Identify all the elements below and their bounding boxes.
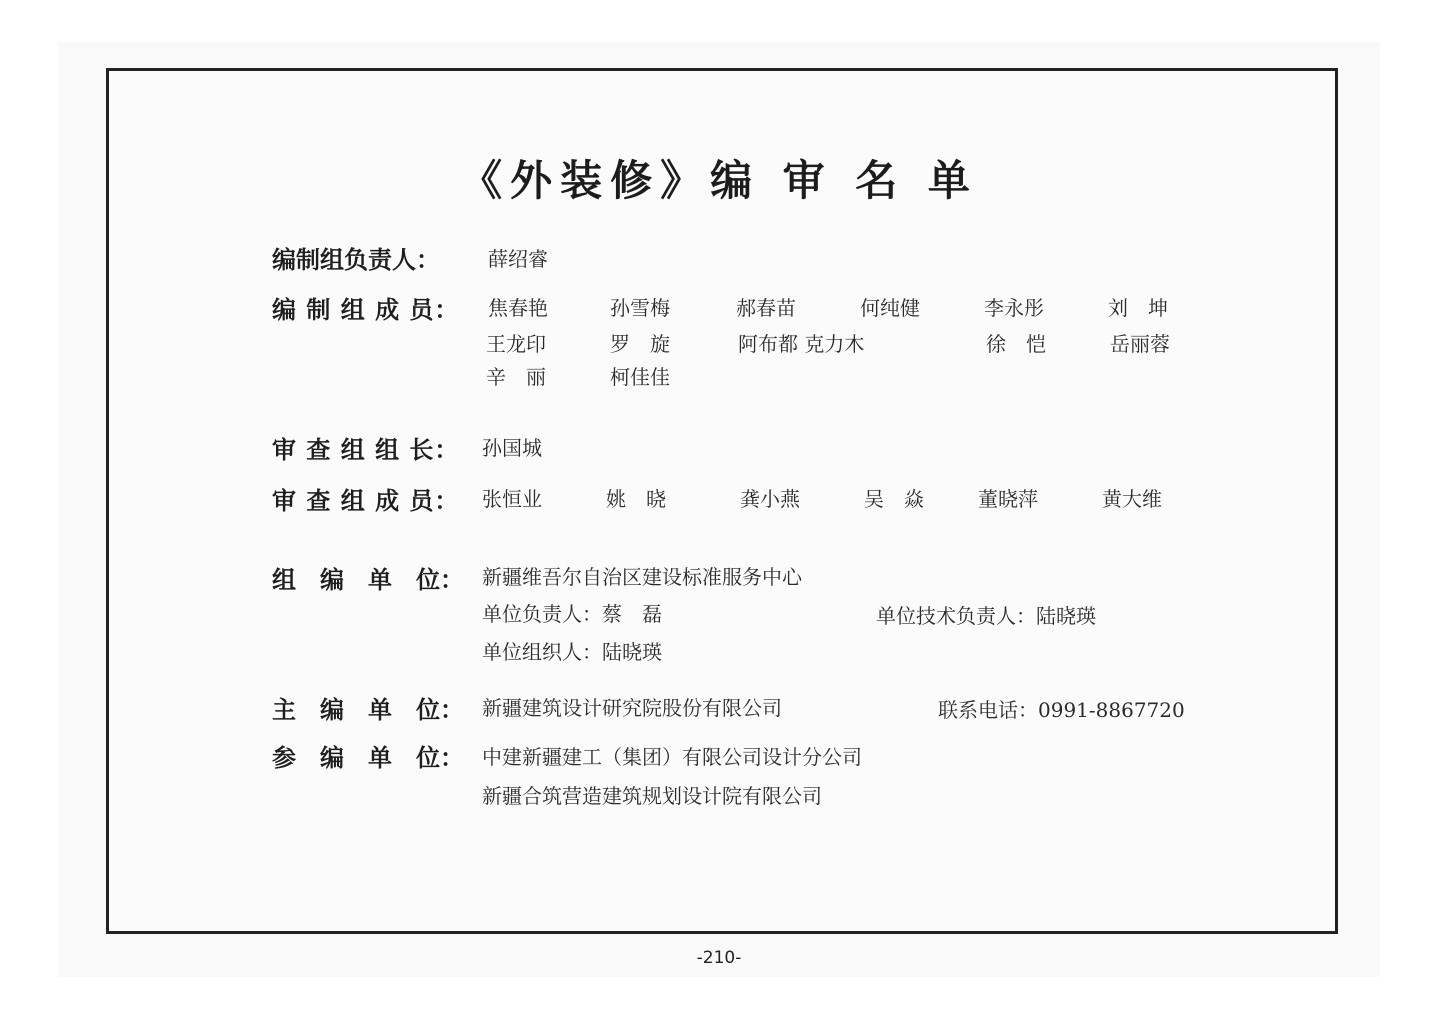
editor-member: 何纯健 xyxy=(860,296,920,320)
page-number: -210- xyxy=(696,948,742,968)
review-member: 董晓萍 xyxy=(978,487,1038,511)
co-units-label: 参 编 单 位： xyxy=(272,744,464,772)
editor-member: 焦春艳 xyxy=(488,296,548,320)
page-title: 《外装修》编 审 名 单 xyxy=(460,156,978,205)
editor-member: 李永彤 xyxy=(984,296,1044,320)
review-member: 姚 晓 xyxy=(606,487,666,511)
editor-member: 孙雪梅 xyxy=(610,296,670,320)
co-unit-name: 中建新疆建工（集团）有限公司设计分公司 xyxy=(482,745,862,769)
chief-unit-label: 主 编 单 位： xyxy=(272,696,464,724)
review-lead-name: 孙国城 xyxy=(482,436,542,460)
review-lead-label: 审 查 组 组 长： xyxy=(272,436,460,464)
editor-member: 郝春苗 xyxy=(736,296,796,320)
chief-unit-name: 新疆建筑设计研究院股份有限公司 xyxy=(482,696,782,720)
editor-member: 罗 旋 xyxy=(610,332,670,356)
organizer-head: 单位负责人：蔡 磊 xyxy=(482,602,662,626)
editor-members-label: 编 制 组 成 员： xyxy=(272,296,460,324)
editor-member: 岳丽蓉 xyxy=(1110,332,1170,356)
review-member: 张恒业 xyxy=(482,487,542,511)
chief-unit-phone: 联系电话：0991-8867720 xyxy=(938,698,1185,722)
review-member: 吴 焱 xyxy=(864,487,924,511)
review-member: 黄大维 xyxy=(1102,487,1162,511)
organizer-label: 组 编 单 位： xyxy=(272,566,464,594)
editor-member: 柯佳佳 xyxy=(610,365,670,389)
editor-lead-label: 编制组负责人： xyxy=(272,246,440,274)
organizer-tech-head: 单位技术负责人：陆晓瑛 xyxy=(876,604,1096,628)
editor-lead-name: 薛绍睿 xyxy=(488,247,548,271)
editor-member: 阿布都 克力木 xyxy=(738,332,865,356)
organizer-name: 新疆维吾尔自治区建设标准服务中心 xyxy=(482,565,802,589)
review-member: 龚小燕 xyxy=(740,487,800,511)
editor-member: 辛 丽 xyxy=(486,365,546,389)
organizer-coordinator: 单位组织人：陆晓瑛 xyxy=(482,640,662,664)
review-members-label: 审 查 组 成 员： xyxy=(272,487,460,515)
editor-member: 刘 坤 xyxy=(1108,296,1168,320)
co-unit-name: 新疆合筑营造建筑规划设计院有限公司 xyxy=(482,784,822,808)
editor-member: 王龙印 xyxy=(486,332,546,356)
editor-member: 徐 恺 xyxy=(986,332,1046,356)
